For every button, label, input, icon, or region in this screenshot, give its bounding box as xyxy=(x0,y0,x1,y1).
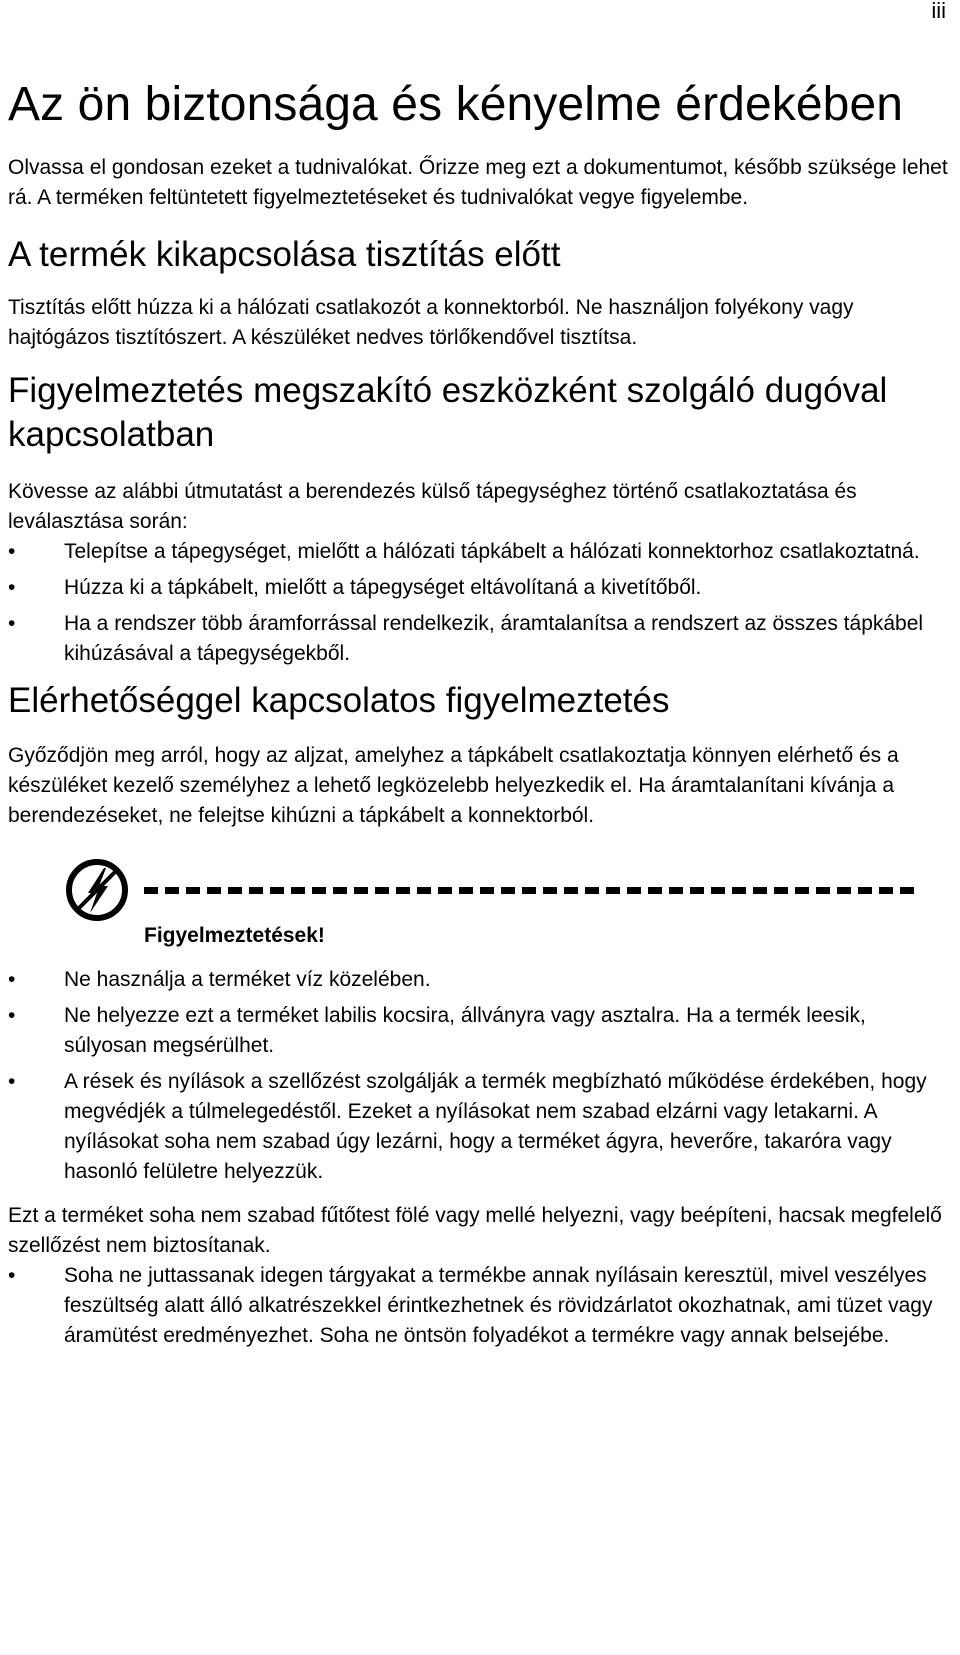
bullet-glyph: • xyxy=(8,1070,16,1093)
list-item xyxy=(8,609,953,669)
list-item-text: Ne helyezze ezt a terméket labilis kocsira, állványra vagy asztalra. Ha a termék leesik, súlyosan megsérülhet. xyxy=(64,1004,866,1057)
list-item xyxy=(8,1001,953,1061)
bullet-glyph: • xyxy=(8,968,16,991)
bullet-glyph: • xyxy=(8,576,16,599)
list-item-text: Ne használja a terméket víz közelében. xyxy=(64,968,431,991)
list-item xyxy=(8,1067,953,1187)
bullet-glyph: • xyxy=(8,1004,16,1027)
section-body-accessibility: Győződjön meg arról, hogy az aljzat, amelyhez a tápkábelt csatlakoztatja könnyen elérhető és a készüléket kezelő személyhez a lehető legközelebb helyezkedik el. Ha áramtalanítani kívánja a berendezéseket, ne felejtse kihúzni a tápkábelt a konnektorból. xyxy=(8,744,899,827)
bullet-glyph: • xyxy=(8,612,16,635)
list-item-text: Soha ne juttassanak idegen tárgyakat a termékbe annak nyílásain keresztül, mivel veszélyes feszültség alatt álló alkatrészekkel érintkezhetnek és rövidzárlatot okozhatnak, ami tüzet vagy áramütést eredményezhet. Soha ne öntsön folyadékot a termékre vagy annak belsejébe. xyxy=(64,1264,933,1347)
section-title-cleaning: A termék kikapcsolása tisztítás előtt xyxy=(8,235,561,274)
section-title-disconnect-plug: Figyelmeztetés megszakító eszközként szolgáló dugóval kapcsolatban xyxy=(8,371,888,454)
section-title-accessibility: Elérhetőséggel kapcsolatos figyelmeztetés xyxy=(8,681,670,720)
disconnect-bullet-list xyxy=(8,537,953,669)
list-item xyxy=(8,965,953,995)
list-item xyxy=(8,573,953,603)
warning-bullet-list xyxy=(8,965,953,1187)
warning-label: Figyelmeztetések! xyxy=(144,924,325,947)
bullet-glyph: • xyxy=(8,540,16,563)
list-item xyxy=(8,1261,953,1351)
warning-callout xyxy=(8,857,953,965)
page-title: Az ön biztonsága és kényelme érdekében xyxy=(8,78,904,131)
section-body-disconnect-plug: Kövesse az alábbi útmutatást a berendezés külső tápegységhez történő csatlakoztatása és leválasztása során: xyxy=(8,480,857,533)
page-number: iii xyxy=(931,0,946,23)
list-item-text: A rések és nyílások a szellőzést szolgálják a termék megbízható működése érdekében, hogy megvédjék a túlmelegedéstől. Ezeket a nyílásokat nem szabad elzárni vagy letakarni. A nyílásokat soha nem szabad úgy lezárni, hogy a terméket ágyra, heverőre, takaróra vagy hasonló felületre helyezzük. xyxy=(64,1070,927,1183)
list-item-text: Ha a rendszer több áramforrással rendelkezik, áramtalanítsa a rendszert az összes tápkábel kihúzásával a tápegységekből. xyxy=(64,612,924,665)
list-item-text: Telepítse a tápegységet, mielőtt a hálózati tápkábelt a hálózati konnektorhoz csatlakoztatná. xyxy=(64,540,920,563)
list-item-text: Húzza ki a tápkábelt, mielőtt a tápegységet eltávolítaná a kivetítőből. xyxy=(64,576,702,599)
warning-divider xyxy=(144,887,914,894)
intro-paragraph: Olvassa el gondosan ezeket a tudnivalókat. Őrizze meg ezt a dokumentumot, később szüksége lehet rá. A terméken feltüntetett figyelmeztetéseket és tudnivalókat vegye figyelembe. xyxy=(8,156,948,209)
document-body xyxy=(8,74,953,1351)
heater-paragraph: Ezt a terméket soha nem szabad fűtőtest fölé vagy mellé helyezni, vagy beépíteni, hacsak megfelelő szellőzést nem biztosítanak. xyxy=(8,1204,942,1257)
section-body-cleaning: Tisztítás előtt húzza ki a hálózati csatlakozót a konnektorból. Ne használjon folyékony vagy hajtógázos tisztítószert. A készüléket nedves törlőkendővel tisztítsa. xyxy=(8,296,854,349)
list-item xyxy=(8,537,953,567)
lightning-warning-icon xyxy=(64,857,130,923)
foreign-object-bullet-list xyxy=(8,1261,953,1351)
bullet-glyph: • xyxy=(8,1264,16,1287)
